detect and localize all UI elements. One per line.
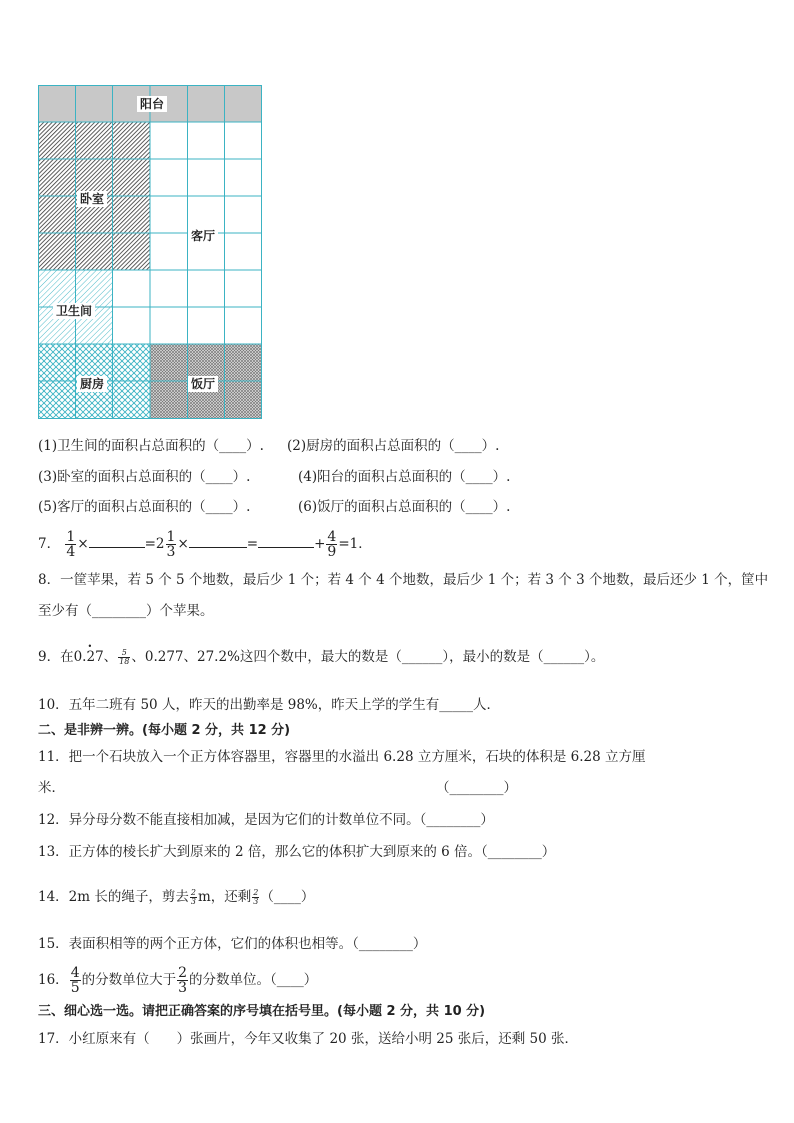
section-2-heading: 二、是非辨一辨。(每小题 2 分，共 12 分) bbox=[38, 723, 291, 738]
kitchen-label: 厨房 bbox=[77, 376, 107, 392]
question-10: 10．五年二班有 50 人，昨天的出勤率是 98%，昨天上学的学生有_____人． bbox=[38, 697, 500, 713]
question-17: 17．小红原来有（ ）张画片，今年又收集了 20 张，送给小明 25 张后，还剩 50 张． bbox=[38, 1031, 578, 1047]
question-13: 13．正方体的棱长扩大到原来的 2 倍，那么它的体积扩大到原来的 6 倍。（________） bbox=[38, 844, 556, 860]
question-12: 12．异分母分数不能直接相加减，是因为它们的计数单位不同。（________） bbox=[38, 812, 494, 828]
q11-line-1: 11．把一个石块放入一个正方体容器里，容器里的水溢出 6.28 立方厘米，石块的体积是 6.28 立方厘 bbox=[38, 749, 646, 765]
q14-fraction-2: $\frac{2}{3}$ bbox=[253, 888, 259, 906]
floor-plan-grid bbox=[38, 85, 262, 419]
q9-fraction: $\frac{5}{18}$ bbox=[119, 648, 130, 666]
q7-fraction-3: $\frac{4}{9}$ bbox=[327, 529, 337, 560]
q16-fraction-1: $\frac{4}{5}$ bbox=[70, 965, 80, 996]
question-14: 14．2m 长的绳子，剪去 $\frac{2}{3}$ m，还剩 $\frac{2}{3}$ （____） bbox=[38, 888, 315, 906]
dining-room-label: 饭厅 bbox=[188, 376, 218, 392]
bathroom-label: 卫生间 bbox=[53, 303, 95, 319]
q7-fraction-1: $\frac{1}{4}$ bbox=[66, 529, 76, 560]
balcony-label: 阳台 bbox=[137, 96, 167, 112]
q7-blank-2[interactable] bbox=[189, 535, 247, 548]
q6-item-6: (6)饭厅的面积占总面积的（____）. bbox=[298, 499, 511, 515]
q7-fraction-2: $\frac{1}{3}$ bbox=[166, 529, 176, 560]
bedroom-label: 卧室 bbox=[77, 191, 107, 207]
question-15: 15．表面积相等的两个正方体，它们的体积也相等。（________） bbox=[38, 936, 427, 952]
q6-item-4: (4)阳台的面积占总面积的（____）. bbox=[298, 469, 511, 485]
section-3-heading: 三、细心选一选。请把正确答案的序号填在括号里。(每小题 2 分，共 10 分) bbox=[38, 1004, 486, 1019]
q7-blank-3[interactable] bbox=[258, 535, 314, 548]
q11-line-2: 米． bbox=[38, 780, 65, 796]
q6-item-5: (5)客厅的面积占总面积的（____）. bbox=[38, 499, 251, 515]
q6-item-1: (1)卫生间的面积占总面积的（____）. bbox=[38, 438, 264, 454]
question-9: 9．在0.• 27、 $\frac{5}{18}$ 、0.277、27.2%这四个数中，最大的数是（______），最小的数是（______）。 bbox=[38, 644, 604, 670]
q8-line-1: 8．一筐苹果，若 5 个 5 个地数，最后少 1 个；若 4 个 4 个地数，最后少 1 个；若 3 个 3 个地数，最后还少 1 个，筐中 bbox=[38, 572, 769, 588]
q14-fraction-1: $\frac{2}{3}$ bbox=[190, 888, 196, 906]
q7-number: 7． bbox=[38, 536, 61, 552]
floor-plan bbox=[38, 85, 262, 419]
q11-answer: （________） bbox=[436, 780, 517, 796]
question-16: 16． $\frac{4}{5}$ 的分数单位大于 $\frac{2}{3}$ 的分数单位。（____） bbox=[38, 965, 318, 996]
q6-item-2: (2)厨房的面积占总面积的（____）. bbox=[287, 438, 500, 454]
q16-fraction-2: $\frac{2}{3}$ bbox=[178, 965, 188, 996]
q6-item-3: (3)卧室的面积占总面积的（____）. bbox=[38, 469, 251, 485]
q9-repeating-digits: • 27 bbox=[86, 644, 103, 670]
q8-line-2: 至少有（________）个苹果。 bbox=[38, 603, 214, 619]
living-room-label: 客厅 bbox=[188, 228, 218, 244]
q7-blank-1[interactable] bbox=[89, 535, 145, 548]
question-7: 7． $\frac{1}{4}$ × =2 $\frac{1}{3}$ × = + $\frac{4}{9}$ =1． bbox=[38, 529, 372, 560]
